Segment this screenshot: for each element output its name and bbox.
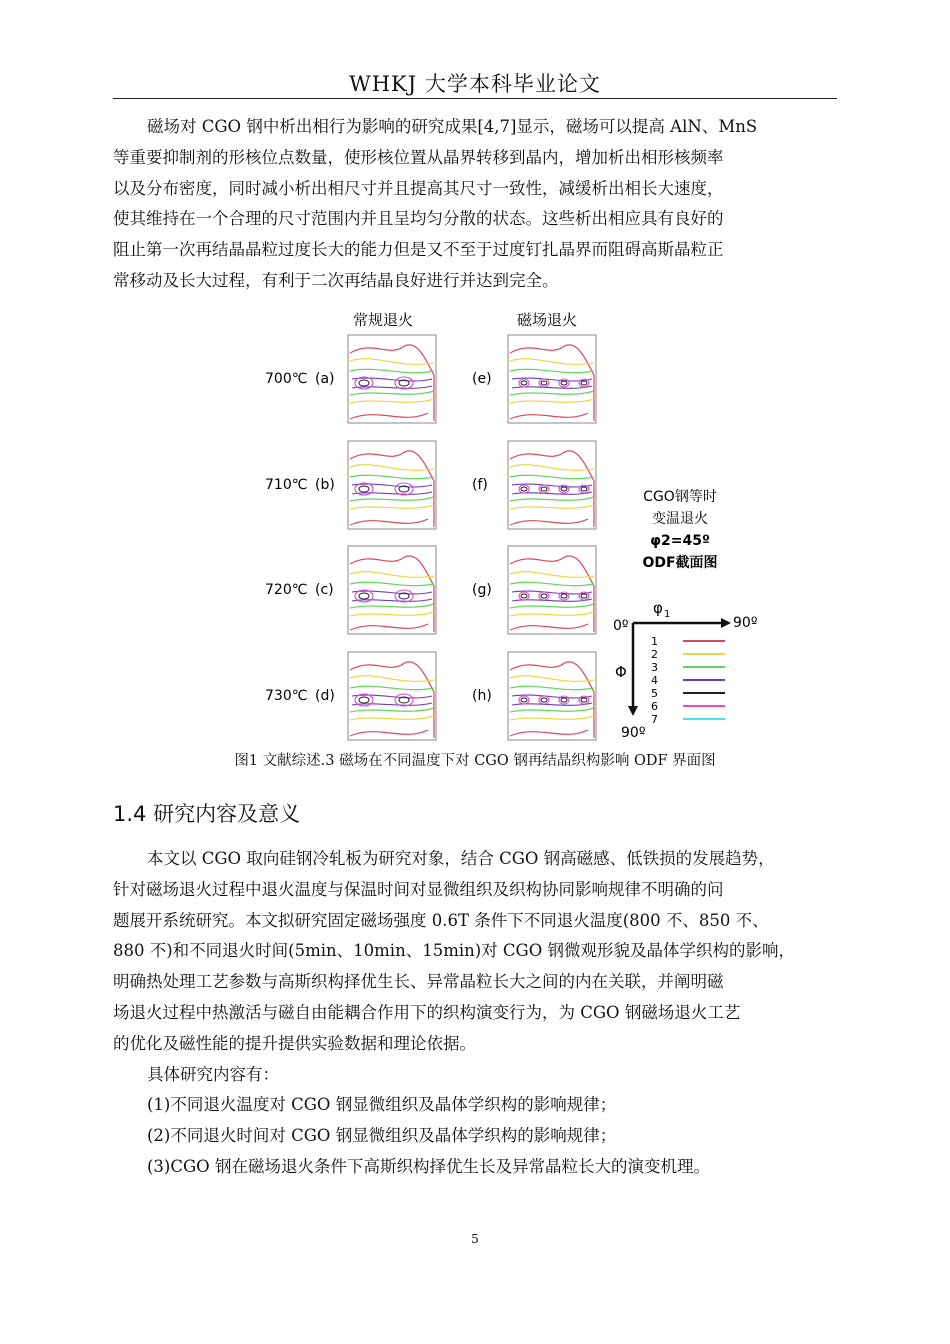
axis-y-end-label: 90º	[621, 725, 646, 741]
legend-label: 1	[651, 635, 658, 648]
side-title-line: ODF截面图	[642, 555, 718, 571]
paragraph-line: 以及分布密度，同时减小析出相尺寸并且提高其尺寸一致性，减缓析出相长大速度，	[113, 178, 724, 198]
col-header-magnetic: 磁场退火	[516, 311, 578, 329]
panel-label: (e)	[472, 371, 492, 387]
panel-label: (a)	[315, 371, 335, 387]
temperature-label: 700℃	[265, 371, 308, 387]
odf-panel	[348, 335, 436, 423]
section-heading: 1.4 研究内容及意义	[113, 802, 301, 826]
paragraph-line: 题展开系统研究。本文拟研究固定磁场强度 0.6T 条件下不同退火温度(800 不、850 不、	[113, 910, 769, 930]
list-item: (1)不同退火温度对 CGO 钢显微组织及晶体学织构的影响规律；	[147, 1095, 617, 1115]
odf-panel	[508, 652, 596, 740]
odf-panel	[508, 546, 596, 634]
paragraph-line: 常移动及长大过程，有利于二次再结晶良好进行并达到完全。	[113, 270, 559, 290]
list-item: (3)CGO 钢在磁场退火条件下高斯织构择优生长及异常晶粒长大的演变机理。	[147, 1156, 710, 1176]
paragraph-line: 阻止第一次再结晶晶粒过度长大的能力但是又不至于过度钉扎晶界而阻碍高斯晶粒正	[113, 240, 724, 260]
odf-figure-graphic	[235, 305, 760, 745]
odf-panel	[348, 441, 436, 529]
page-header	[113, 68, 837, 99]
odf-figure	[235, 305, 760, 745]
legend-label: 5	[651, 687, 658, 700]
header-title: WHKJ 大学本科毕业论文	[349, 72, 601, 96]
side-title-line: CGO钢等时	[643, 489, 717, 505]
list-item: (2)不同退火时间对 CGO 钢显微组织及晶体学织构的影响规律；	[147, 1126, 617, 1146]
paragraph-line: 本文以 CGO 取向硅钢冷轧板为研究对象，结合 CGO 钢高磁感、低铁损的发展趋势，	[147, 849, 775, 868]
paragraph-line: 明确热处理工艺参数与高斯织构择优生长、异常晶粒长大之间的内在关联，并阐明磁	[113, 972, 724, 992]
panel-label: (h)	[472, 688, 492, 704]
odf-panel	[508, 335, 596, 423]
panel-label: (f)	[472, 477, 488, 493]
paragraph-line: 880 不)和不同退火时间(5min、10min、15min)对 CGO 钢微观形貌及晶体学织构的影响，	[113, 941, 796, 961]
axis-x-symbol: φ	[653, 599, 663, 617]
paragraph-line: 针对磁场退火过程中退火温度与保温时间对显微组织及织构协同影响规律不明确的问	[113, 879, 724, 899]
axis-origin-label: 0º	[613, 618, 629, 634]
odf-panel	[348, 652, 436, 740]
temperature-label: 710℃	[265, 477, 308, 493]
panel-label: (c)	[315, 582, 334, 598]
legend-label: 4	[651, 674, 658, 687]
legend-label: 7	[651, 713, 658, 726]
panel-label: (g)	[472, 582, 492, 598]
paragraph-line: 的优化及磁性能的提升提供实验数据和理论依据。	[113, 1033, 476, 1053]
paragraph-1	[113, 112, 848, 297]
paragraph-line: 使其维持在一个合理的尺寸范围内并且呈均匀分散的状态。这些析出相应具有良好的	[113, 209, 724, 229]
paragraph-line: 磁场对 CGO 钢中析出相行为影响的研究成果[4,7]显示，磁场可以提高 AlN、MnS	[147, 117, 758, 136]
legend-label: 6	[651, 700, 658, 713]
side-title-line: φ2=45º	[650, 533, 710, 549]
paragraph-line: 等重要抑制剂的形核位点数量，使形核位置从晶界转移到晶内，增加析出相形核频率	[113, 147, 724, 167]
axis-y-symbol: Φ	[615, 663, 627, 681]
list-intro: 具体研究内容有：	[147, 1064, 279, 1084]
panel-label: (b)	[315, 477, 335, 493]
page-number: 5	[471, 1232, 479, 1246]
col-header-conventional: 常规退火	[352, 311, 414, 329]
legend-label: 2	[651, 648, 658, 661]
axis-x-subscript: 1	[664, 609, 671, 620]
side-title-line: 变温退火	[652, 511, 708, 527]
paragraph-2	[113, 844, 848, 1183]
temperature-label: 730℃	[265, 688, 308, 704]
paragraph-line: 场退火过程中热激活与磁自由能耦合作用下的织构演变行为，为 CGO 钢磁场退火工艺	[113, 1002, 741, 1022]
panel-label: (d)	[315, 688, 335, 704]
axis-x-end-label: 90º	[733, 615, 758, 631]
temperature-label: 720℃	[265, 582, 308, 598]
legend-label: 3	[651, 661, 658, 674]
figure-caption: 图1 文献综述.3 磁场在不同温度下对 CGO 钢再结晶织构影响 ODF 界面图	[234, 753, 716, 769]
odf-panel	[348, 546, 436, 634]
odf-panel	[508, 441, 596, 529]
